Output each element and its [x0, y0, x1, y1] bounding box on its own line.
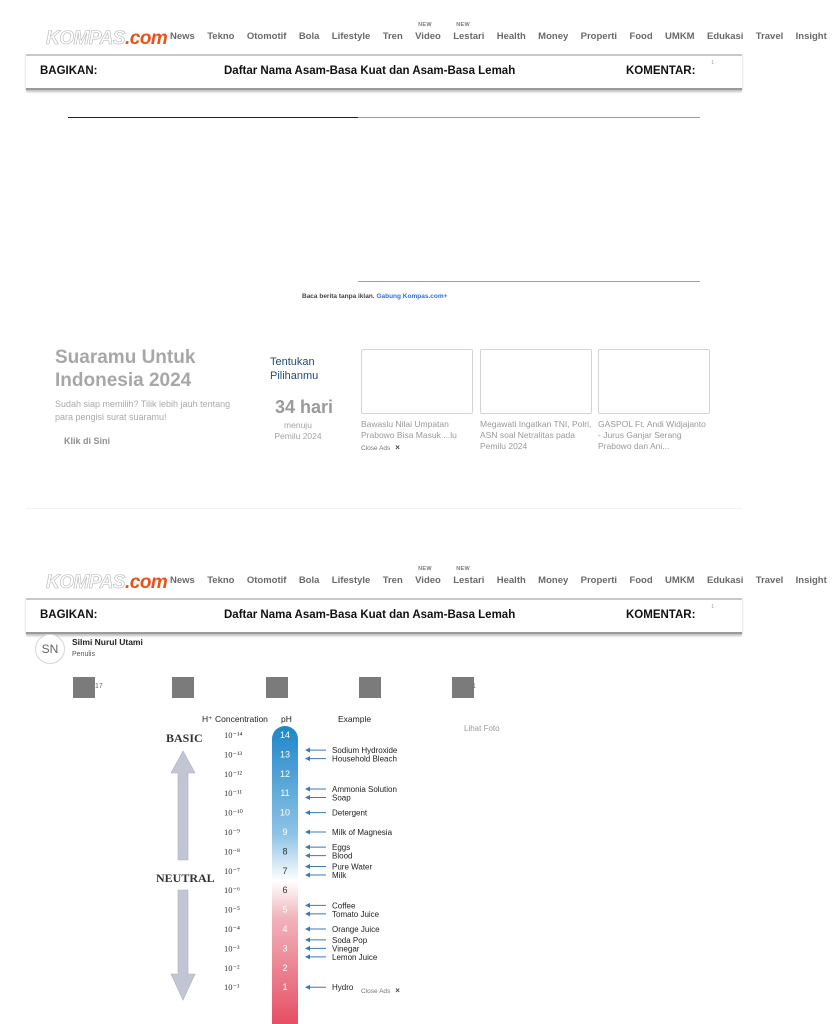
nav-item-label: Video	[415, 31, 441, 42]
nav-item-travel[interactable]	[756, 31, 790, 42]
nav-item-otomotif-sticky[interactable]	[247, 575, 293, 586]
logo-suffix-sticky: .com	[124, 572, 168, 593]
nav-menu-sticky	[170, 566, 839, 586]
nav-item-label: Tekno	[207, 575, 235, 586]
ph-example-label: Orange Juice	[332, 925, 380, 934]
nav-item-umkm-sticky[interactable]	[665, 575, 701, 586]
nav-item-label: Lifestyle	[331, 575, 371, 586]
arrow-head-icon	[305, 911, 310, 916]
arrow-head-icon	[305, 903, 310, 908]
share-label-sticky[interactable]: BAGIKAN:	[40, 609, 98, 621]
kompas-logo[interactable]	[46, 28, 167, 50]
nav-item-label: Properti	[580, 31, 618, 42]
share-icon-3[interactable]	[266, 677, 288, 698]
down-arrow-icon	[171, 890, 195, 1000]
ph-example-label: Household Bleach	[332, 754, 397, 764]
nav-item-label: Food	[629, 575, 653, 586]
nav-item-label: UMKM	[665, 575, 695, 586]
ph-concentration-label: 10⁻⁴	[224, 924, 240, 934]
ph-value-label: 9	[282, 827, 288, 837]
share-icon-5[interactable]	[452, 677, 474, 698]
arrow-head-icon	[305, 845, 310, 850]
days-countdown: 34 hari	[275, 397, 334, 417]
nav-item-label: Bola	[298, 31, 320, 42]
arrow-head-icon	[305, 937, 310, 942]
arrow-head-icon	[305, 810, 310, 815]
ad-border-line	[68, 117, 358, 118]
news-card-3[interactable]	[598, 349, 710, 414]
nav-item-label: Otomotif	[246, 575, 287, 586]
nav-item-properti-sticky[interactable]	[581, 575, 624, 586]
nav-menu	[170, 22, 839, 42]
ph-column-header: pH	[281, 714, 292, 724]
close-icon-2: ×	[395, 986, 400, 995]
ph-value-label: 10	[279, 807, 291, 818]
nav-item-label: News	[170, 575, 195, 586]
ad-border-line-gold	[358, 117, 700, 118]
ph-value-label: 5	[282, 904, 288, 915]
share-count-5: 1	[472, 683, 476, 690]
ph-example-label: Milk	[332, 871, 347, 881]
nav-item-label: Edukasi	[706, 31, 744, 42]
nav-item-label: Tren	[382, 31, 403, 42]
nav-item-bola[interactable]	[299, 31, 326, 42]
arrow-head-icon	[305, 873, 310, 878]
ad-bottom-line	[358, 281, 700, 282]
nav-item-umkm[interactable]	[665, 31, 701, 42]
ad-free-text: Baca berita tanpa iklan.	[302, 293, 375, 300]
ph-example-label: Hydro	[332, 983, 354, 993]
nav-item-label: Tekno	[207, 31, 235, 42]
new-badge: NEW	[418, 566, 432, 572]
ph-example-label: Soap	[332, 793, 351, 803]
pemilu-title[interactable]: Suaramu Untuk Indonesia 2024	[55, 347, 196, 391]
share-count-1: 17	[95, 683, 103, 690]
nav-item-label: Insight	[795, 575, 827, 586]
ph-concentration-label: 10⁻⁶	[224, 885, 240, 896]
section-divider	[26, 508, 742, 509]
nav-item-health[interactable]	[497, 31, 532, 42]
nav-item-label: Lifestyle	[331, 31, 371, 42]
arrow-head-icon	[305, 748, 310, 753]
ph-value-label: 12	[279, 768, 291, 779]
comment-label-sticky[interactable]: KOMENTAR:	[626, 609, 696, 621]
news-card-3-title[interactable]: GASPOL Ft. Andi Widjajanto - Jurus Ganjar Serang Prabowo dan Ani...	[598, 419, 706, 451]
ph-concentration-label: 10⁻¹⁴	[224, 730, 243, 740]
nav-item-label: Health	[496, 575, 526, 586]
new-badge: NEW	[456, 22, 470, 28]
ph-concentration-label: 10⁻⁷	[224, 865, 240, 876]
ph-value-label: 11	[280, 788, 290, 799]
arrow-head-icon	[305, 954, 310, 959]
comment-count: 1	[711, 60, 714, 66]
ph-example-label: Pure Water	[332, 862, 373, 872]
nav-item-label: Travel	[755, 31, 784, 42]
ph-value-label: 13	[279, 749, 291, 760]
nav-item-news[interactable]	[170, 31, 201, 42]
basic-label: BASIC	[166, 731, 203, 745]
ph-concentration-label: 10⁻¹¹	[224, 788, 243, 799]
close-ads-button[interactable]	[361, 443, 404, 452]
ph-value-label: 2	[282, 962, 288, 973]
ph-value-label: 1	[282, 982, 288, 993]
ph-example-label: Coffee	[332, 901, 356, 911]
pemilu-description: Sudah siap memilih? Tilik lebih jauh tentang para pengisi surat suaramu!	[55, 399, 231, 422]
nav-item-label: Money	[538, 575, 569, 586]
days-caption: menuju Pemilu 2024	[274, 420, 322, 441]
nav-item-label: Money	[538, 31, 569, 42]
nav-item-label: Properti	[580, 575, 618, 586]
nav-item-label: Lestari	[453, 31, 485, 42]
share-label[interactable]: BAGIKAN:	[40, 65, 98, 77]
nav-item-video-sticky[interactable]	[415, 566, 447, 586]
nav-item-properti[interactable]	[581, 31, 624, 42]
ph-concentration-label: 10⁻¹	[224, 982, 240, 993]
ph-concentration-label: 10⁻¹²	[224, 768, 243, 779]
share-icon-2[interactable]	[172, 677, 194, 698]
nav-item-edukasi[interactable]	[707, 31, 750, 42]
nav-item-label: Food	[629, 31, 653, 42]
arrow-head-icon	[305, 786, 310, 791]
ph-example-label: Eggs	[332, 843, 351, 853]
ph-concentration-label: 10⁻⁵	[224, 904, 240, 915]
ph-value-label: 3	[282, 943, 288, 954]
nav-item-food[interactable]	[629, 31, 658, 42]
article-title-sticky: Daftar Nama Asam-Basa Kuat dan Asam-Basa Lemah	[224, 609, 516, 621]
ph-value-label: 7	[282, 865, 288, 876]
close-icon: ×	[395, 443, 400, 452]
up-arrow-icon	[171, 751, 195, 860]
nav-item-insight[interactable]	[796, 31, 833, 42]
ph-example-label: Tomato Juice	[332, 909, 380, 919]
share-icon-4[interactable]	[359, 677, 381, 698]
nav-item-label: UMKM	[665, 31, 695, 42]
arrow-head-icon	[305, 830, 310, 835]
ph-column-header: H⁺ Concentration	[202, 714, 268, 724]
ph-value-label: 8	[282, 846, 288, 857]
nav-item-label: Health	[496, 31, 526, 42]
ph-concentration-label: 10⁻¹⁰	[224, 807, 243, 818]
ph-example-label: Ammonia Solution	[332, 784, 397, 794]
nav-item-money-sticky[interactable]	[538, 575, 574, 586]
nav-item-label: News	[170, 31, 195, 42]
ph-value-label: 4	[282, 924, 288, 934]
nav-item-label: Insight	[795, 31, 827, 42]
news-card-2[interactable]	[480, 349, 592, 414]
ph-concentration-label: 10⁻²	[224, 962, 240, 973]
logo-wordmark-sticky: KOMPAS	[46, 572, 125, 593]
ph-example-label: Lemon Juice	[332, 952, 378, 962]
ph-value-label: 6	[282, 885, 288, 896]
kompas-logo-sticky[interactable]	[46, 572, 167, 594]
logo-suffix: .com	[124, 28, 168, 49]
ph-example-label: Sodium Hydroxide	[332, 746, 398, 756]
nav-item-tren[interactable]	[383, 31, 409, 42]
news-card-1[interactable]	[361, 349, 473, 414]
comment-label[interactable]: KOMENTAR:	[626, 65, 696, 77]
arrow-head-icon	[305, 795, 310, 800]
nav-item-tekno[interactable]	[207, 31, 240, 42]
news-card-2-title[interactable]: Megawati Ingatkan TNI, Polri, ASN soal Netralitas pada Pemilu 2024	[480, 419, 592, 451]
arrow-head-icon	[305, 756, 310, 761]
nav-item-tren-sticky[interactable]	[383, 575, 409, 586]
new-badge: NEW	[456, 566, 470, 572]
article-title: Daftar Nama Asam-Basa Kuat dan Asam-Basa Lemah	[224, 65, 516, 77]
nav-item-lifestyle-sticky[interactable]	[332, 575, 377, 586]
nav-item-food-sticky[interactable]	[629, 575, 658, 586]
share-bar-sticky	[26, 598, 742, 634]
join-kompas-plus-link[interactable]: Gabung Kompas.com+	[376, 293, 448, 300]
nav-item-label: Edukasi	[706, 575, 744, 586]
nav-item-insight-sticky[interactable]	[796, 575, 833, 586]
ph-scale-image	[150, 710, 450, 1024]
nav-item-label: Travel	[755, 575, 784, 586]
comment-count-sticky: 1	[711, 604, 714, 610]
nav-item-money[interactable]	[538, 31, 574, 42]
ph-example-label: Vinegar	[332, 944, 360, 954]
nav-item-news-sticky[interactable]	[170, 575, 201, 586]
close-ads-label-2: Close Ads	[361, 988, 391, 995]
see-photo-link[interactable]: Lihat Foto	[464, 724, 500, 733]
author-avatar[interactable]: SN	[35, 634, 65, 664]
nav-item-label: Lestari	[453, 575, 485, 586]
new-badge: NEW	[418, 22, 432, 28]
nav-item-otomotif[interactable]	[247, 31, 293, 42]
choose-label[interactable]: Tentukan Pilihanmu	[270, 356, 319, 382]
ph-concentration-label: 10⁻⁹	[224, 827, 240, 837]
close-ads-button-2[interactable]	[361, 986, 400, 995]
pemilu-cta-link[interactable]: Klik di Sini	[64, 436, 111, 446]
ph-concentration-label: 10⁻⁸	[224, 846, 240, 857]
neutral-label: NEUTRAL	[156, 871, 215, 885]
ph-example-label: Blood	[332, 851, 353, 861]
nav-item-health-sticky[interactable]	[497, 575, 532, 586]
nav-item-travel-sticky[interactable]	[756, 575, 790, 586]
ph-example-label: Detergent	[332, 808, 368, 818]
ph-concentration-label: 10⁻¹³	[224, 749, 243, 760]
nav-item-lestari[interactable]	[453, 22, 490, 42]
ad-free-note	[302, 293, 447, 300]
arrow-head-icon	[305, 927, 310, 932]
nav-item-edukasi-sticky[interactable]	[707, 575, 750, 586]
nav-item-label: Video	[415, 575, 441, 586]
share-bar	[26, 54, 742, 90]
ph-concentration-label: 10⁻³	[224, 943, 240, 954]
news-card-1-title[interactable]: Bawaslu Nilai Umpatan Prabowo Bisa Masuk ...lu	[361, 419, 457, 440]
ph-example-label: Soda Pop	[332, 935, 368, 945]
nav-item-label: Otomotif	[246, 31, 287, 42]
ph-value-label: 14	[279, 730, 291, 740]
nav-item-label: Tren	[382, 575, 403, 586]
share-icon-1[interactable]	[73, 677, 95, 698]
nav-item-lestari-sticky[interactable]	[453, 566, 490, 586]
ph-example-label: Milk of Magnesia	[332, 828, 393, 837]
ph-column-header: Example	[338, 714, 372, 724]
close-ads-label: Close Ads	[361, 445, 391, 452]
arrow-head-icon	[305, 853, 310, 858]
author-name[interactable]: Silmi Nurul Utami	[72, 637, 143, 647]
arrow-head-icon	[305, 864, 310, 869]
nav-item-video[interactable]	[415, 22, 447, 42]
author-role: Penulis	[72, 651, 95, 658]
nav-item-label: Bola	[298, 575, 320, 586]
logo-wordmark: KOMPAS	[46, 28, 125, 49]
arrow-head-icon	[305, 946, 310, 951]
nav-item-bola-sticky[interactable]	[299, 575, 326, 586]
nav-item-lifestyle[interactable]	[332, 31, 377, 42]
nav-item-tekno-sticky[interactable]	[207, 575, 240, 586]
arrow-head-icon	[305, 985, 310, 990]
